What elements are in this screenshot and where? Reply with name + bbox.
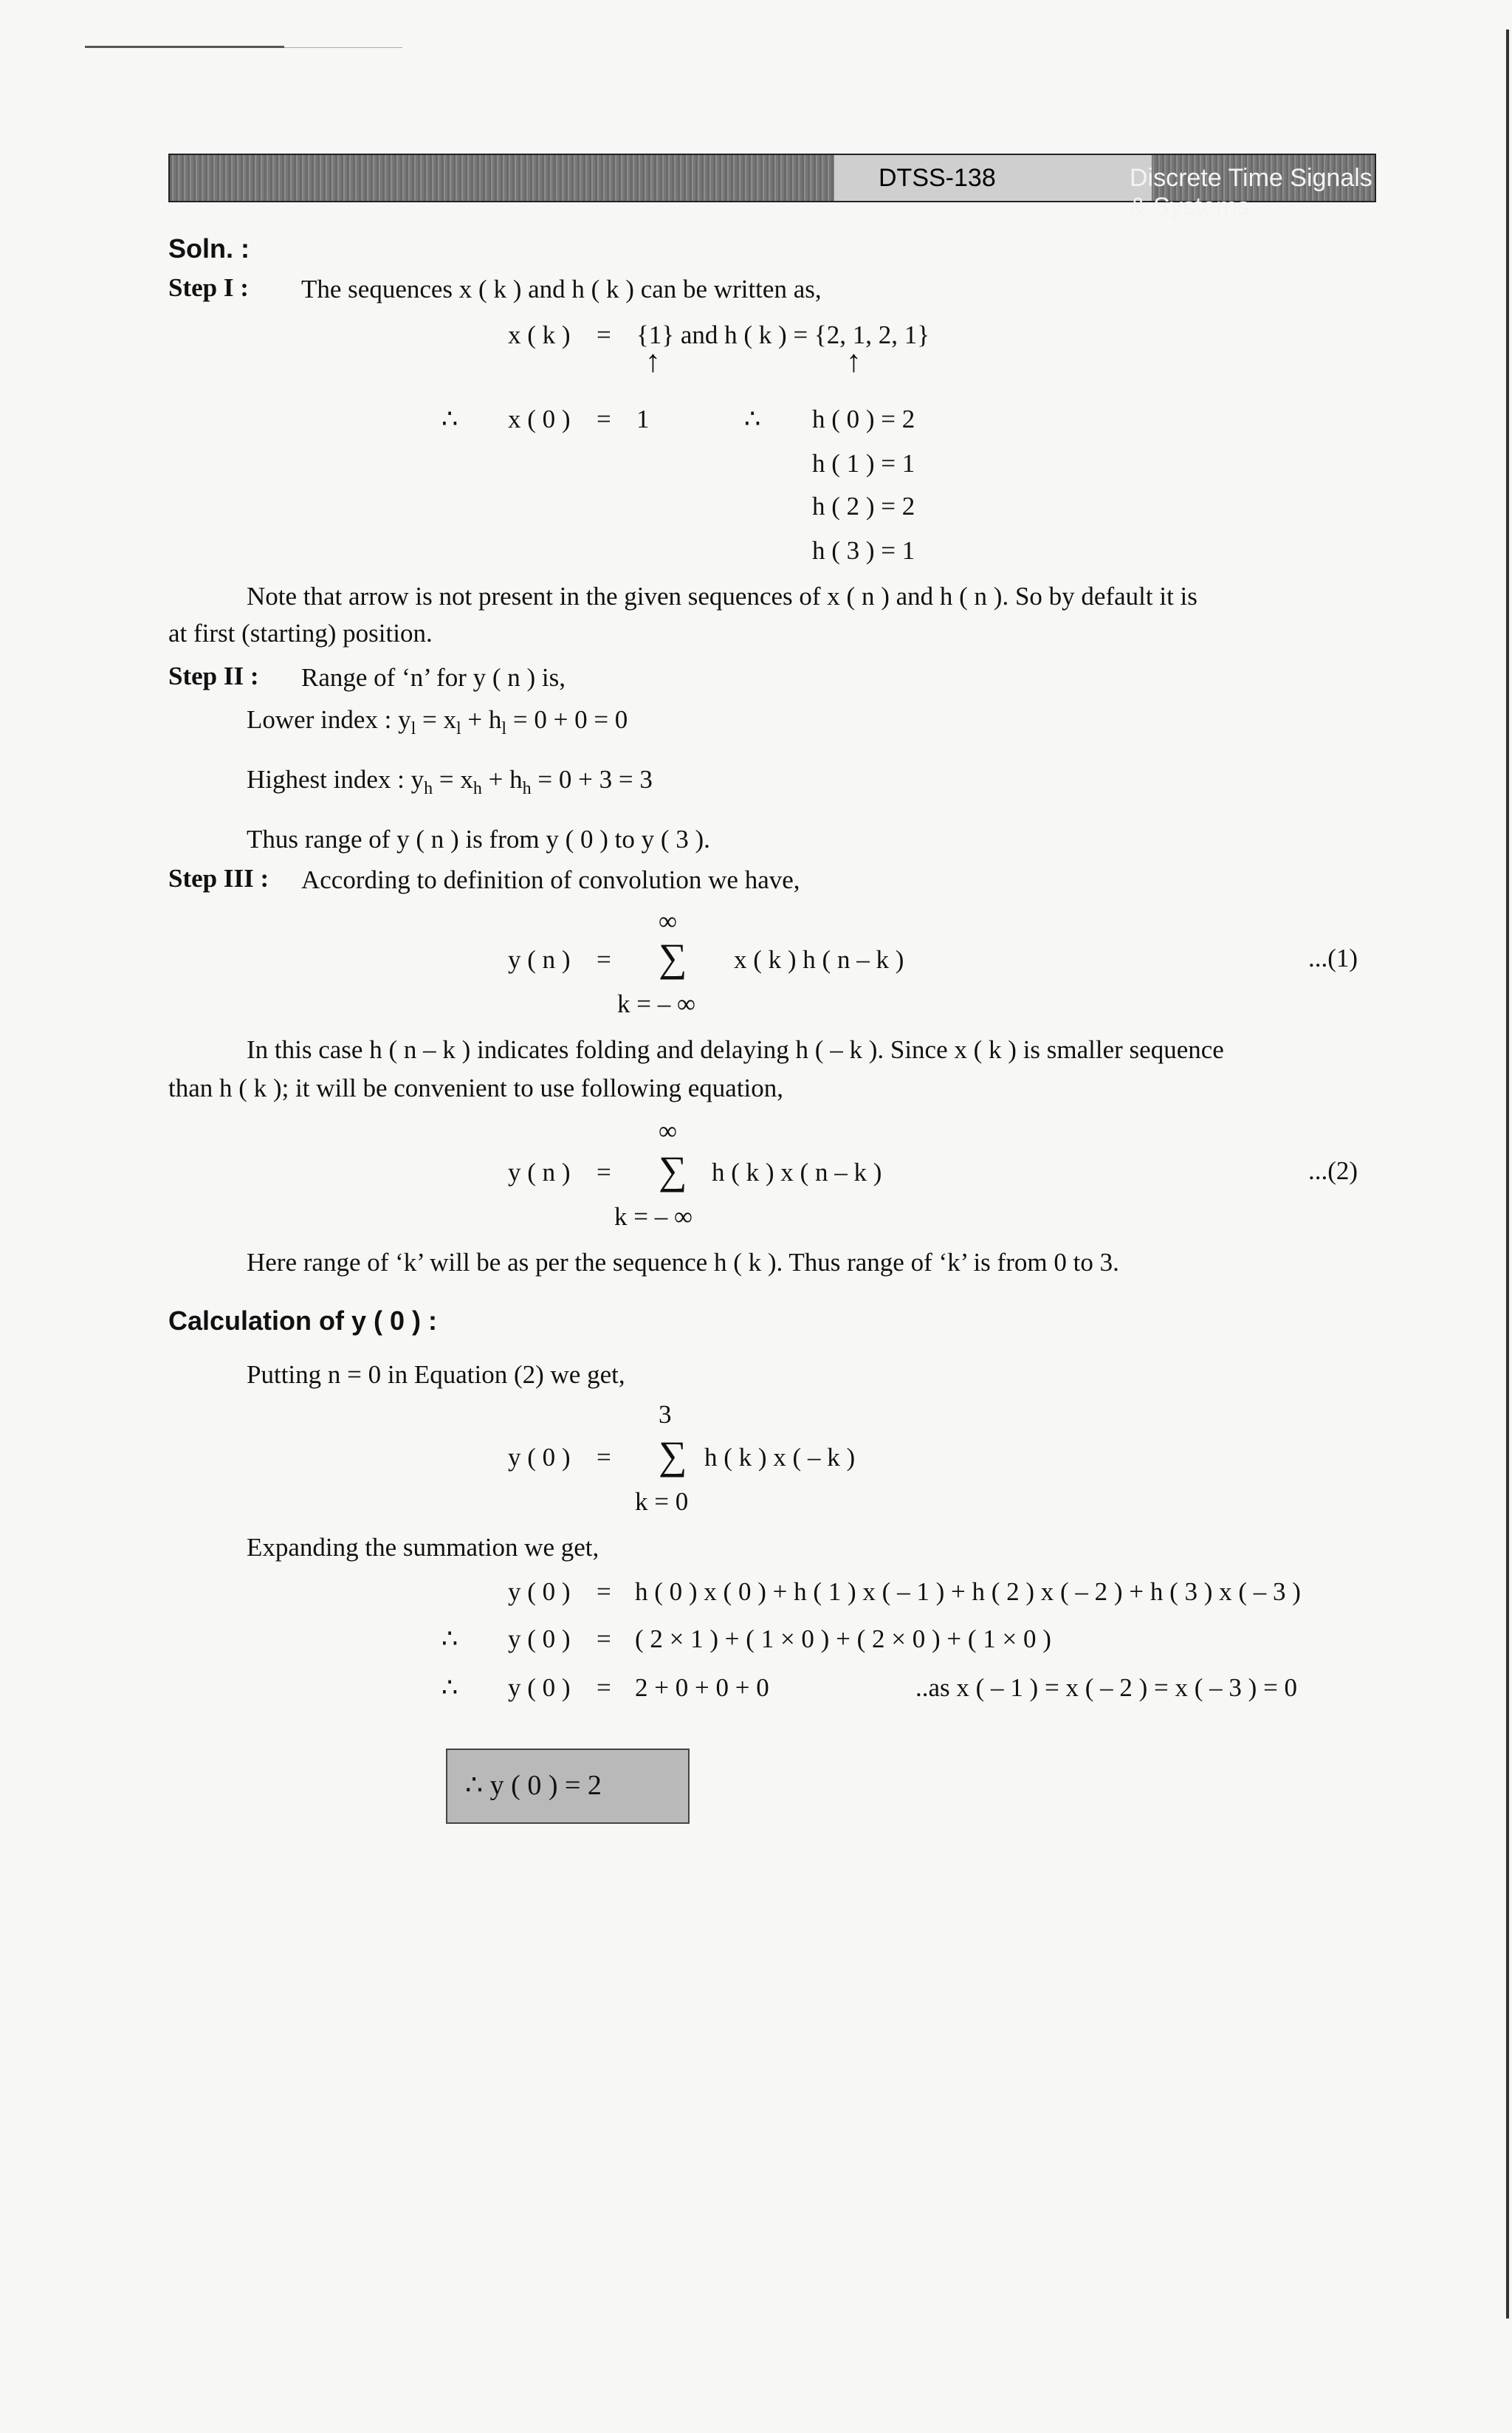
substitute-equals: =: [597, 1624, 611, 1653]
eq3-rhs: h ( k ) x ( – k ): [704, 1443, 856, 1472]
para-line-1: In this case h ( n – k ) indicates folding and delaying h ( – k ). Since x ( k ) is smaller sequence: [247, 1035, 1224, 1064]
step1-text: The sequences x ( k ) and h ( k ) can be written as,: [301, 275, 822, 303]
sum-rhs: 2 + 0 + 0 + 0: [635, 1673, 769, 1702]
eq3-lower-limit: k = 0: [635, 1487, 689, 1516]
page-edge-shadow: [1506, 30, 1509, 2319]
eq1-lower-limit: k = – ∞: [617, 989, 695, 1018]
therefore-symbol: ∴: [441, 405, 458, 433]
expand-lhs: y ( 0 ): [508, 1577, 571, 1606]
sigma-symbol: ∑: [659, 936, 687, 980]
h3-value: h ( 3 ) = 1: [812, 536, 915, 565]
origin-arrow-h: ↑: [846, 345, 862, 379]
k-range-statement: Here range of ‘k’ will be as per the sequence h ( k ). Thus range of ‘k’ is from 0 to 3.: [247, 1248, 1119, 1277]
note-line-1: Note that arrow is not present in the given sequences of x ( n ) and h ( n ). So by default it is: [247, 582, 1197, 611]
result-box: [446, 1749, 690, 1824]
expand-equals: =: [597, 1577, 611, 1606]
eq1-number: ...(1): [1308, 944, 1358, 972]
h1-value: h ( 1 ) = 1: [812, 449, 915, 478]
step3-text: According to definition of convolution we have,: [301, 865, 800, 894]
eq1-lhs: y ( n ): [508, 945, 571, 974]
eq2-lhs: y ( n ): [508, 1158, 571, 1187]
eq2-upper-limit: ∞: [659, 1116, 677, 1145]
step1-label: Step I :: [168, 273, 249, 302]
eq2-number: ...(2): [1308, 1156, 1358, 1185]
h0-value: h ( 0 ) = 2: [812, 405, 915, 433]
eq1-rhs: x ( k ) h ( n – k ): [734, 945, 904, 974]
range-statement: Thus range of y ( n ) is from y ( 0 ) to y ( 3 ).: [247, 825, 710, 854]
step1-eq-rhs: {1} and h ( k ) = {2, 1, 2, 1}: [636, 320, 930, 349]
calc-putting-text: Putting n = 0 in Equation (2) we get,: [247, 1360, 625, 1389]
top-rule-faint: [284, 47, 402, 48]
eq3-upper-limit: 3: [659, 1400, 672, 1429]
eq2-rhs: h ( k ) x ( n – k ): [712, 1158, 882, 1187]
lower-index-line: Lower index : $y_l = x_l + h_l = 0 + 0 = 0$: [247, 705, 628, 738]
h2-value: h ( 2 ) = 2: [812, 492, 915, 521]
eq3-equals: =: [597, 1443, 611, 1472]
result-text: ∴ y ( 0 ) = 2: [465, 1770, 602, 1801]
sum-lhs: y ( 0 ): [508, 1673, 571, 1702]
step3-label: Step III :: [168, 864, 269, 893]
solution-label: Soln. :: [168, 233, 250, 264]
sigma-symbol: ∑: [659, 1148, 687, 1193]
sigma-symbol: ∑: [659, 1433, 687, 1478]
therefore-symbol: ∴: [441, 1673, 458, 1702]
sum-equals: =: [597, 1673, 611, 1702]
eq1-equals: =: [597, 945, 611, 974]
origin-arrow-x: ↑: [645, 345, 661, 379]
header-chapter-title: Discrete Time Signals & Systems: [1130, 164, 1372, 221]
note-line-2: at first (starting) position.: [168, 619, 433, 648]
expand-rhs: h ( 0 ) x ( 0 ) + h ( 1 ) x ( – 1 ) + h ( 2 ) x ( – 2 ) + h ( 3 ) x ( – 3 ): [635, 1577, 1301, 1606]
substitute-rhs: ( 2 × 1 ) + ( 1 × 0 ) + ( 2 × 0 ) + ( 1 × 0 ): [635, 1624, 1051, 1653]
eq3-lhs: y ( 0 ): [508, 1443, 571, 1472]
top-rule: [85, 46, 284, 48]
therefore-symbol: ∴: [441, 1624, 458, 1653]
eq2-lower-limit: k = – ∞: [614, 1202, 693, 1231]
step1-eq-lhs: x ( k ): [508, 320, 571, 349]
expanding-text: Expanding the summation we get,: [247, 1533, 599, 1562]
running-header: [168, 154, 1376, 221]
step2-text: Range of ‘n’ for y ( n ) is,: [301, 663, 566, 692]
substitute-lhs: y ( 0 ): [508, 1624, 571, 1653]
sum-note: ..as x ( – 1 ) = x ( – 2 ) = x ( – 3 ) = 0: [915, 1673, 1298, 1702]
step2-label: Step II :: [168, 662, 259, 690]
header-page-code: DTSS-138: [879, 164, 996, 192]
x0-value: 1: [636, 405, 650, 433]
step1-eq-equals: =: [597, 320, 611, 349]
highest-index-line: Highest index : $y_h = x_h + h_h = 0 + 3 = 3$: [247, 765, 653, 798]
eq2-equals: =: [597, 1158, 611, 1187]
calc-heading: Calculation of y ( 0 ) :: [168, 1305, 438, 1336]
x0-lhs: x ( 0 ): [508, 405, 571, 433]
therefore-symbol: ∴: [744, 405, 761, 433]
para-line-2: than h ( k ); it will be convenient to use following equation,: [168, 1074, 784, 1102]
x0-equals: =: [597, 405, 611, 433]
eq1-upper-limit: ∞: [659, 907, 677, 936]
